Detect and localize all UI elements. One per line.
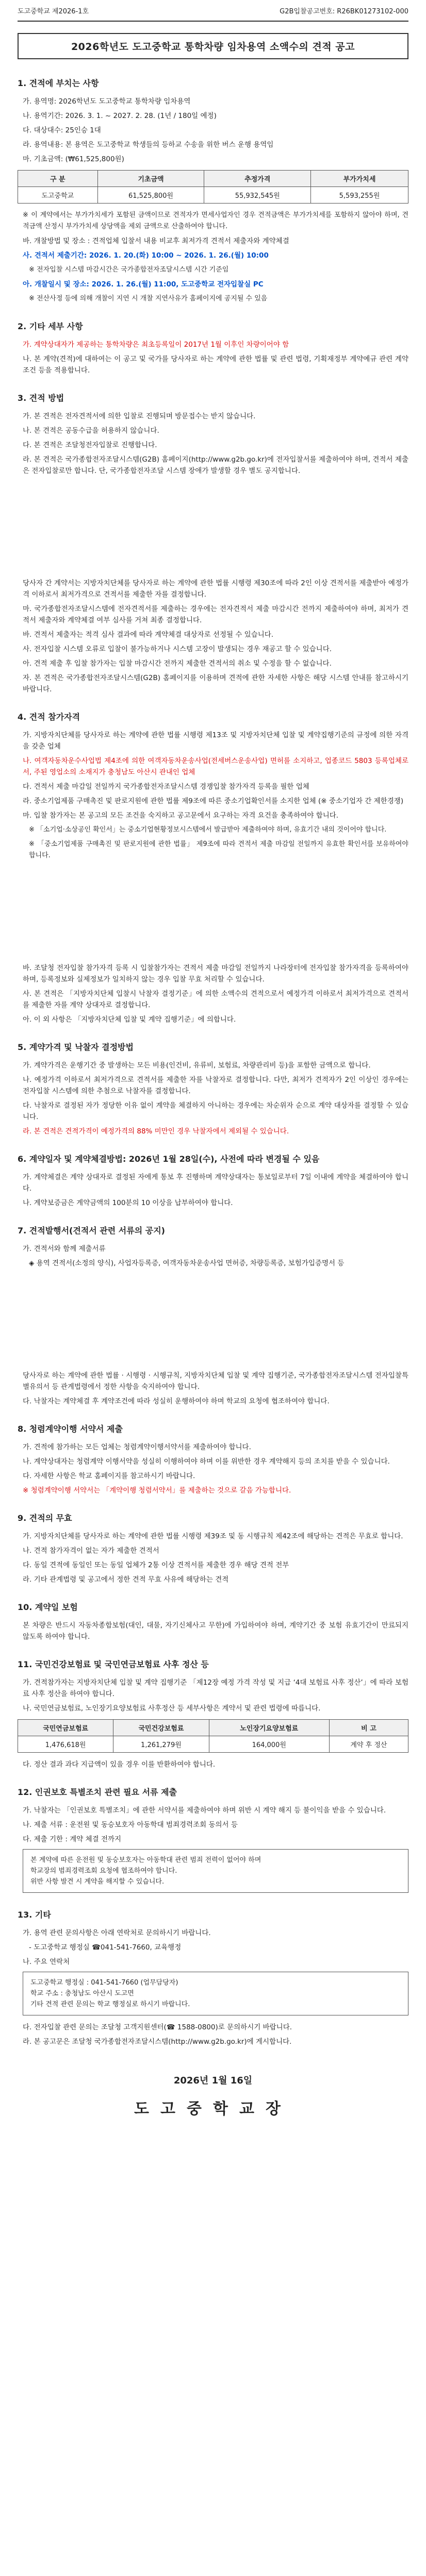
paragraph: 가. 계약가격은 운행기간 중 발생하는 모든 비용(인건비, 유류비, 보험료, 차량관리비 등)을 포함한 금액으로 합니다.	[23, 1061, 371, 1070]
paragraph: 나. 예정가격 이하로서 최저가격으로 견적서를 제출한 자를 낙찰자로 결정합니다. 다만, 최저가 견적자가 2인 이상인 경우에는 전자입찰 시스템에 의한 추첨으로 낙찰자를 결정합니다.	[23, 1076, 408, 1095]
section-heading: 6. 계약일자 및 계약체결방법: 2026년 1월 28일(수), 사전에 따라 변경될 수 있음	[18, 1154, 320, 1164]
table-header: 기초금액	[97, 171, 204, 187]
table-row	[18, 187, 408, 204]
applicable-law: 나. 본 계약(견적)에 대하여는 이 공고 및 국가를 당사자로 하는 계약에 관한 법률 및 관련 법령, 기획재정부 계약예규 관련 계약조건 등을 적용합니다.	[23, 355, 408, 375]
section-3-continued	[18, 578, 408, 695]
base-amount: 마. 기초금액: (₩61,525,800원)	[23, 155, 124, 163]
table-header: 비 고	[329, 1720, 408, 1736]
notice-date: 2026년 1월 16일	[173, 2075, 253, 2086]
table-cell: 164,000원	[209, 1736, 329, 1753]
paragraph: 라. 기타 관계법령 및 공고에서 정한 견적 무효 사유에 해당하는 견적	[23, 1575, 229, 1584]
table-header: 국민연금보험료	[18, 1720, 113, 1736]
document-number: 도고중학교 제2026-1호	[18, 7, 89, 15]
section-heading: 2. 기타 세부 사항	[18, 321, 83, 331]
blank-space	[18, 480, 408, 562]
blank-space	[18, 865, 408, 947]
paragraph: - 도고중학교 행정실 ☎041-541-7660, 교육행정	[29, 1943, 182, 1952]
opening-date: 아. 개찰일시 및 장소: 2026. 1. 26.(월) 11:00, 도고중학교 전자입찰실 PC	[23, 280, 264, 289]
paragraph: 나. 계약상대자는 청렴계약 이행서약을 성실히 이행하여야 하며 이를 위반한 경우 계약해지 등의 조치를 받을 수 있습니다.	[23, 1458, 390, 1466]
table-cell: 1,261,279원	[113, 1736, 209, 1753]
eligibility-item: 다. 견적서 제출 마감일 전일까지 국가종합전자조달시스템 경쟁입찰 참가자격 등록을 필한 업체	[23, 783, 309, 791]
section-9	[18, 1512, 408, 1585]
notice-title: 2026학년도 도고중학교 통학차량 임차용역 소액수의 견적 공고	[18, 33, 408, 59]
table-row	[18, 1736, 408, 1753]
paragraph: 사. 전자입찰 시스템 오류로 입찰이 불가능하거나 시스템 고장이 발생되는 경우 재공고 할 수 있습니다.	[23, 645, 332, 653]
paragraph: 가. 지방자치단체를 당사자로 하는 계약에 관한 법률 시행령 제39조 및 동 시행규칙 제42조에 해당하는 견적은 무효로 합니다.	[23, 1532, 403, 1540]
paragraph: 아. 이 외 사항은 「지방자치단체 입찰 및 계약 집행기준」에 의합니다.	[23, 1015, 236, 1024]
base-amount-table	[18, 170, 408, 204]
section-3	[18, 392, 408, 477]
section-heading: 11. 국민건강보험료 및 국민연금보험료 사후 정산 등	[18, 1659, 209, 1669]
paragraph: 바. 견적서 제출자는 적격 심사 결과에 따라 계약체결 대상자로 선정될 수 있습니다.	[23, 631, 274, 639]
insurance-table	[18, 1719, 408, 1753]
paragraph: 다. 낙찰자는 계약체결 후 계약조건에 따라 성실히 운행하여야 하며 학교의 요청에 협조하여야 합니다.	[23, 1397, 330, 1405]
eligibility-item: 가. 지방자치단체를 당사자로 하는 계약에 관한 법률 시행령 제13조 및 지방자치단체 입찰 및 계약집행기준의 규정에 의한 자격을 갖춘 업체	[23, 731, 408, 751]
paragraph: 가. 용역 관련 문의사항은 아래 연락처로 문의하시기 바랍니다.	[23, 1929, 211, 1937]
service-period: 나. 용역기간: 2026. 3. 1. ~ 2027. 2. 28. (1년 / 180일 예정)	[23, 112, 217, 120]
table-header: 추정가격	[204, 171, 311, 187]
document-header	[18, 0, 408, 22]
paragraph: 다. 제출 기한 : 계약 체결 전까지	[23, 1835, 122, 1843]
table-header: 국민건강보험료	[113, 1720, 209, 1736]
paragraph: 가. 계약체결은 계약 상대자로 결정된 자에게 통보 후 진행하며 계약상대자는 통보일로부터 7일 이내에 계약을 체결하여야 합니다.	[23, 1173, 408, 1193]
section-12	[18, 1786, 408, 1893]
section-8	[18, 1422, 408, 1496]
paragraph: 가. 견적참가자는 지방자치단체 입찰 및 계약 집행기준 「제12장 예정 가격 작성 및 지급 ‘4대 보험료 사후 정산’」에 따라 보험료 사후 정산을 하여야 합니다.	[23, 1679, 408, 1698]
box-line: 학교 주소 : 충청남도 아산시 도고면	[30, 1990, 134, 1997]
method-item: 라. 본 견적은 국가종합전자조달시스템(G2B) 홈페이지(http://www.g2b.go.kr)에 전자입찰서를 제출하여야 하며, 견적서 제출은 전자입찰로만 합니다. 단, 국가종합전자조달 시스템 장애가 발생할 경우 별도 공지합니다.	[23, 455, 408, 475]
table-cell: 5,593,255원	[311, 187, 408, 204]
opening-note: ※ 전산사정 등에 의해 개찰이 지연 시 개찰 지연사유가 홈페이지에 공지될 수 있음	[29, 295, 268, 302]
blank-space	[18, 1272, 408, 1354]
eligibility-item: 나. 여객자동차운수사업법 제4조에 의한 여객자동차운송사업(전세버스운송사업) 면허를 소지하고, 업종코드 5803 등록업체로서, 주된 영업소의 소재지가 충청남도 아산시 관내인 업체	[23, 757, 408, 776]
table-cell: 55,932,545원	[204, 187, 311, 204]
section-heading: 10. 계약일 보험	[18, 1602, 78, 1612]
section-heading: 8. 청렴계약이행 서약서 제출	[18, 1424, 123, 1434]
section-7-continued	[18, 1370, 408, 1407]
paragraph: 사. 본 견적은 「지방자치단체 입찰시 낙찰자 결정기준」에 의한 소액수의 견적으로서 예정가격 이하로서 최저가격으로 견적서를 제출한 자를 계약 상대자로 결정합니다.	[23, 990, 408, 1009]
paragraph: 가. 견적서와 함께 제출서류	[23, 1245, 106, 1253]
section-4	[18, 710, 408, 861]
section-11	[18, 1658, 408, 1770]
issuer-signature: 도고중학교장	[134, 2100, 292, 2118]
table-cell: 61,525,800원	[97, 187, 204, 204]
paragraph: 자. 본 견적은 국가종합전자조달시스템(G2B) 홈페이지를 이용하며 견적에 관한 자세한 사항은 해당 시스템 안내를 참고하시기 바랍니다.	[23, 674, 408, 693]
section-heading: 3. 견적 방법	[18, 393, 64, 403]
opening-method: 바. 개찰방법 및 장소 : 견적업체 입찰서 내용 비교후 최저가격 견적서 제출자와 계약체결	[23, 237, 289, 245]
section-6	[18, 1153, 408, 1209]
section-heading: 7. 견적발행서(견적서 관련 서류의 공지)	[18, 1226, 165, 1235]
submission-period: 사. 견적서 제출기간: 2026. 1. 20.(화) 10:00 ~ 2026. 1. 26.(월) 10:00	[23, 251, 269, 260]
paragraph: 바. 조달청 전자입찰 참가자격 등록 시 입찰참가자는 견적서 제출 마감일 전일까지 나라장터에 전자입찰 참가자격을 등록하여야 하며, 등록정보와 실제정보가 일치하지 않는 경우 입찰 무효 처리할 수 있습니다.	[23, 964, 408, 984]
notice-box	[23, 1849, 408, 1893]
vehicle-count: 다. 대상대수: 25인승 1대	[23, 126, 101, 134]
paragraph: 라. 본 공고문은 조달청 국가종합전자조달시스템(http://www.g2b.go.kr)에 게시합니다.	[23, 2038, 292, 2046]
section-heading: 12. 인권보호 특별조치 관련 필요 서류 제출	[18, 1787, 177, 1797]
section-heading: 1. 견적에 부치는 사항	[18, 78, 99, 88]
vehicle-requirement: 가. 계약상대자가 제공하는 통학차량은 최초등록일이 2017년 1월 이후인 차량이어야 함	[23, 341, 289, 349]
table-cell: 계약 후 정산	[329, 1736, 408, 1753]
submission-note: ※ 전자입찰 시스템 마감시간은 국가종합전자조달시스템 시간 기준임	[29, 266, 229, 274]
eligibility-item: 라. 중소기업제품 구매촉진 및 판로지원에 관한 법률 제9조에 따른 중소기업확인서를 소지한 업체 (※ 중소기업자 간 제한경쟁)	[23, 797, 404, 805]
g2b-notice-number: G2B입찰공고번호: R26BK01273102-000	[280, 7, 408, 15]
contact-box	[23, 1972, 408, 2015]
paragraph: 마. 국가종합전자조달시스템에 전자견적서를 제출하는 경우에는 전자견적서 제출 마감시간 전까지 제출하여야 하며, 최저가 견적서 제출자와 계약체결 여부 심사를 거쳐 최종 결정합니다.	[23, 605, 408, 624]
table-header: 부가가치세	[311, 171, 408, 187]
service-content: 라. 용역내용: 본 용역은 도고중학교 학생들의 등하교 수송을 위한 버스 운행 용역임	[23, 141, 274, 149]
table-header: 노인장기요양보험료	[209, 1720, 329, 1736]
paragraph: 나. 주요 연락처	[23, 1958, 70, 1966]
paragraph: 본 차량은 반드시 자동차종합보험(대인, 대물, 자기신체사고 무한)에 가입하여야 하며, 계약기간 중 보험 유효기간이 만료되지 않도록 하여야 합니다.	[23, 1621, 408, 1641]
section-13	[18, 1908, 408, 2047]
section-heading: 4. 견적 참가자격	[18, 712, 80, 722]
paragraph: 가. 견적에 참가하는 모든 업체는 청렴계약이행서약서를 제출하여야 합니다.	[23, 1443, 251, 1451]
table-cell: 1,476,618원	[18, 1736, 113, 1753]
paragraph: 나. 국민연금보험료, 노인장기요양보험료 사후정산 등 세부사항은 계약서 및 관련 법령에 따릅니다.	[23, 1704, 321, 1713]
paragraph: 가. 낙찰자는 「인권보호 특별조치」에 관한 서약서를 제출하여야 하며 위반 시 계약 해지 등 불이익을 받을 수 있습니다.	[23, 1806, 386, 1815]
method-item: 가. 본 견적은 전자견적서에 의한 입찰로 진행되며 방문접수는 받지 않습니다.	[23, 412, 256, 420]
paragraph: 다. 낙찰자로 결정된 자가 정당한 이유 없이 계약을 체결하지 아니하는 경우에는 차순위자 순으로 계약 대상자를 결정할 수 있습니다.	[23, 1101, 408, 1121]
paragraph: 나. 계약보증금은 계약금액의 100분의 10 이상을 납부하여야 합니다.	[23, 1199, 233, 1207]
box-line: 본 계약에 따른 운전원 및 동승보호자는 아동학대 관련 범죄 전력이 없어야 하며	[30, 1856, 261, 1864]
integrity-pledge-note: ※ 청렴계약이행 서약서는 「계약이행 청렴서약서」를 제출하는 것으로 갈음 가능합니다.	[23, 1486, 291, 1495]
paragraph: 다. 동일 견적에 동일인 또는 동일 업체가 2통 이상 견적서를 제출한 경우 해당 견적 전부	[23, 1561, 289, 1569]
paragraph: 나. 견적 참가자격이 없는 자가 제출한 견적서	[23, 1547, 159, 1555]
eligibility-item: 마. 입찰 참가자는 본 공고의 모든 조건을 숙지하고 공고문에서 요구하는 자격 요건을 충족하여야 합니다.	[23, 811, 339, 820]
paragraph: 다. 자세한 사항은 학교 홈페이지를 참고하시기 바랍니다.	[23, 1472, 195, 1480]
paragraph: ◈ 용역 견적서(소정의 양식), 사업자등록증, 여객자동차운송사업 면허증, 차량등록증, 보험가입증명서 등	[29, 1259, 345, 1267]
service-name: 가. 용역명: 2026학년도 도고중학교 통학차량 임차용역	[23, 97, 191, 106]
section-heading: 13. 기타	[18, 1910, 51, 1920]
section-1	[18, 77, 408, 304]
box-line: 도고중학교 행정실 : 041-541-7660 (업무담당자)	[30, 1979, 178, 1987]
box-line: 기타 견적 관련 문의는 학교 행정실로 하시기 바랍니다.	[30, 2001, 190, 2008]
section-heading: 9. 견적의 무효	[18, 1513, 72, 1523]
table-header-row	[18, 171, 408, 187]
paragraph: 아. 견적 제출 후 입찰 참가자는 입찰 마감시간 전까지 제출한 견적서의 취소 및 수정을 할 수 없습니다.	[23, 659, 332, 668]
section-10	[18, 1601, 408, 1642]
section-5	[18, 1041, 408, 1137]
eligibility-note: ※ 「소기업·소상공인 확인서」는 중소기업현황정보시스템에서 발급받아 제출하여야 하며, 유효기간 내의 것이어야 합니다.	[29, 826, 387, 834]
section-7	[18, 1224, 408, 1269]
paragraph: 다. 정산 결과 과다 지급액이 있을 경우 이를 반환하여야 합니다.	[23, 1760, 216, 1769]
method-item: 나. 본 견적은 공동수급을 허용하지 않습니다.	[23, 427, 159, 435]
paragraph: 당사자 간 계약서는 지방자치단체를 당사자로 하는 계약에 관한 법률 시행령 제30조에 따라 2인 이상 견적서를 제출받아 예정가격 이하로서 최저가격으로 견적서를 제출한 자를 결정합니다.	[23, 579, 408, 599]
box-line: 학교장의 범죄경력조회 요청에 협조하여야 합니다.	[30, 1867, 177, 1875]
section-4-continued	[18, 962, 408, 1025]
section-heading: 5. 계약가격 및 낙찰자 결정방법	[18, 1042, 134, 1052]
section-2	[18, 320, 408, 376]
box-line: 위반 사항 발견 시 계약을 해지할 수 있습니다.	[30, 1878, 165, 1886]
table-cell: 도고중학교	[18, 187, 98, 204]
paragraph: 나. 제출 서류 : 운전원 및 동승보호자 아동학대 범죄경력조회 동의서 등	[23, 1821, 238, 1829]
vat-note: ※ 이 계약에서는 부가가치세가 포함된 금액이므로 견적자가 면세사업자인 경우 견적금액은 부가가치세를 포함하지 않아야 하며, 견적금액 산정시 부가가치세 상당액을 제외 금액으로 산출하여야 합니다.	[23, 211, 408, 230]
table-header-row	[18, 1720, 408, 1736]
method-item: 다. 본 견적은 조달청전자입찰로 진행합니다.	[23, 441, 157, 449]
eligibility-note: ※ 「중소기업제품 구매촉진 및 판로지원에 관한 법률」 제9조에 따라 견적서 제출 마감일 전일까지 유효한 확인서를 보유하여야 합니다.	[29, 840, 408, 859]
paragraph: 라. 본 견적은 견적가격이 예정가격의 88% 미만인 경우 낙찰자에서 제외될 수 있습니다.	[23, 1127, 289, 1136]
paragraph: 다. 전자입찰 관련 문의는 조달청 고객지원센터(☎ 1588-0800)로 문의하시기 바랍니다.	[23, 2023, 292, 2031]
table-header: 구 분	[18, 171, 98, 187]
paragraph: 당사자로 하는 계약에 관한 법률 · 시행령 · 시행규칙, 지방자치단체 입찰 및 계약 집행기준, 국가종합전자조달시스템 전자입찰특별유의서 등 관계법령에서 정한 사항을 숙지하여야 합니다.	[23, 1371, 408, 1391]
